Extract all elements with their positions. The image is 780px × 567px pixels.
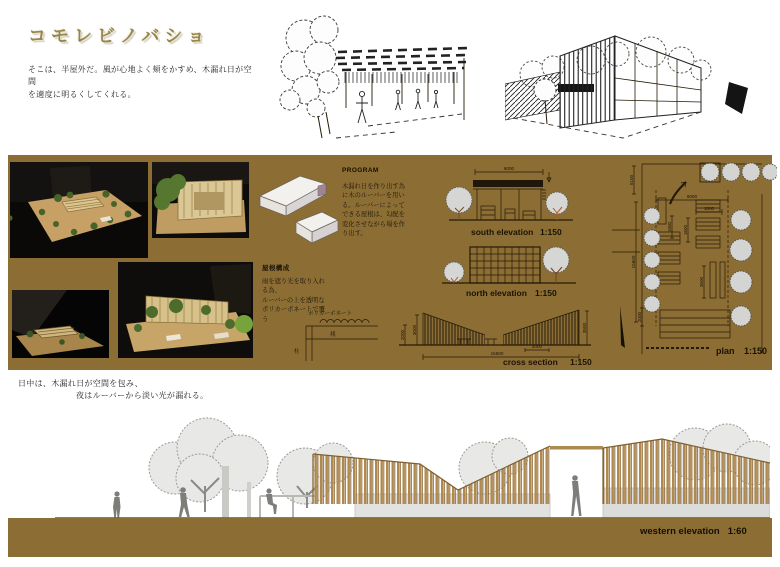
roof-body: 雨を遮り光を取り入れ る為、 ルーバーの上を透明な ポリカーボネートで覆 う xyxy=(262,278,325,323)
south-elevation-drawing xyxy=(445,160,578,240)
roof-beam-lines xyxy=(306,326,378,339)
south-roof xyxy=(473,180,543,187)
plan-north-arrow xyxy=(620,306,625,348)
section-scale: 1:150 xyxy=(570,357,592,367)
model-photo-front xyxy=(152,162,249,238)
western-elevation-drawing xyxy=(55,408,770,520)
south-benches xyxy=(481,206,535,220)
intro-line-1: そこは、半屋外だ。風が心地よく頬をかすめ、木漏れ日が空間 xyxy=(28,65,252,87)
north-tree-right xyxy=(543,247,569,273)
plan-dim-3600: 3600 xyxy=(699,276,704,288)
program-section xyxy=(342,167,434,239)
western-scale: 1:60 xyxy=(727,526,747,537)
sketch-people xyxy=(356,89,438,123)
page-title: コモレビノバショ xyxy=(28,26,211,46)
section-dim-2000-mid: 2000 xyxy=(531,344,543,349)
program-body: 木漏れ日を作り出す為 に木のルーバーを用い る。ルーバーによって できる屋根は、勾配を 変化させながら場を作 り出す。 xyxy=(342,183,405,238)
sketch-dark-blob xyxy=(725,82,748,114)
plan-dim-6000: 6000 xyxy=(686,194,698,199)
label-polycarbonate: ポリカーボネート xyxy=(308,311,352,317)
gray-post-small xyxy=(247,482,251,518)
model-photo-dark xyxy=(12,290,109,358)
south-dim-6000: 6000 xyxy=(503,166,515,171)
section-dim-15600: 15600 xyxy=(490,351,504,356)
western-elevation-label xyxy=(640,526,770,537)
daynight-line-1: 日中は、木漏れ日が空間を包み、 xyxy=(18,379,143,388)
model-interior xyxy=(194,192,224,210)
plan-scale: 1:150 xyxy=(744,346,768,356)
plan-dim-2000: 2000 xyxy=(637,311,642,323)
section-dim-3500: 3500 xyxy=(582,322,587,334)
brown-band xyxy=(8,155,772,370)
model-photo-aerial xyxy=(10,162,148,258)
roof-heading: 屋根構成 xyxy=(262,265,290,272)
intro-text xyxy=(28,64,258,101)
sketch-columns xyxy=(346,58,464,120)
program-heading: PROGRAM xyxy=(342,167,379,174)
section-label: cross section xyxy=(503,357,558,367)
gray-post xyxy=(222,466,229,518)
daynight-line-2: 夜はルーバーから淡い光が漏れる。 xyxy=(76,391,209,401)
south-tree-right xyxy=(546,192,568,214)
plan-dim-15600: 15600 xyxy=(631,255,636,269)
western-label-text: western elevation xyxy=(640,526,720,537)
south-label: south elevation xyxy=(471,227,534,237)
plan-dim-1800v: 1800 xyxy=(667,221,672,233)
north-tree-left xyxy=(444,262,464,282)
south-scale: 1:150 xyxy=(540,227,562,237)
sketch-ground-lines xyxy=(336,114,462,138)
sketch-louver-face xyxy=(560,36,615,128)
person-sitting xyxy=(266,488,277,514)
section-louvers-right xyxy=(503,310,579,345)
label-batten: 桟 xyxy=(330,332,336,338)
plan-label: plan xyxy=(716,346,735,356)
model-tree-bright xyxy=(235,315,253,333)
daynight-text xyxy=(18,378,278,403)
plan-dim-1800h: 1800 xyxy=(703,206,715,211)
sketch-interior-perspective xyxy=(276,8,524,146)
section-dim-2000-left: 2000 xyxy=(400,329,405,341)
ground-strip xyxy=(8,518,772,557)
north-elevation-drawing xyxy=(440,243,578,301)
sketch-louver-fringe xyxy=(342,72,460,83)
label-column: 柱 xyxy=(294,349,300,355)
person-standing xyxy=(113,491,121,518)
column-lines xyxy=(306,326,312,361)
roof-detail-diagram xyxy=(260,305,384,363)
plan-dim-5100: 5100 xyxy=(629,174,634,186)
sketch-exterior-perspective xyxy=(505,12,767,150)
plan-drawing xyxy=(612,158,777,365)
plan-dim-1600: 1600 xyxy=(683,224,688,236)
north-label: north elevation xyxy=(466,288,527,298)
fence-beam-gap xyxy=(550,446,603,450)
intro-line-2: を適度に明るくしてくれる。 xyxy=(28,89,136,99)
plan-curved-arrow xyxy=(670,182,686,204)
concept-massing-diagram xyxy=(256,170,340,254)
sketch-front-tree xyxy=(534,79,556,101)
cross-section-drawing xyxy=(385,303,613,367)
sketch-roof-louvers xyxy=(336,48,468,70)
polycarbonate-wave xyxy=(320,320,369,324)
north-scale: 1:150 xyxy=(535,288,557,298)
sketch-tree xyxy=(280,16,339,117)
section-dim-3000: 3000 xyxy=(412,324,417,336)
person-in-gap xyxy=(571,475,581,516)
model-photo-angled xyxy=(118,262,253,358)
plan-benches xyxy=(658,198,730,338)
south-tree-left xyxy=(446,187,472,213)
section-louvers-left xyxy=(423,313,485,345)
plan-trees xyxy=(644,163,777,326)
